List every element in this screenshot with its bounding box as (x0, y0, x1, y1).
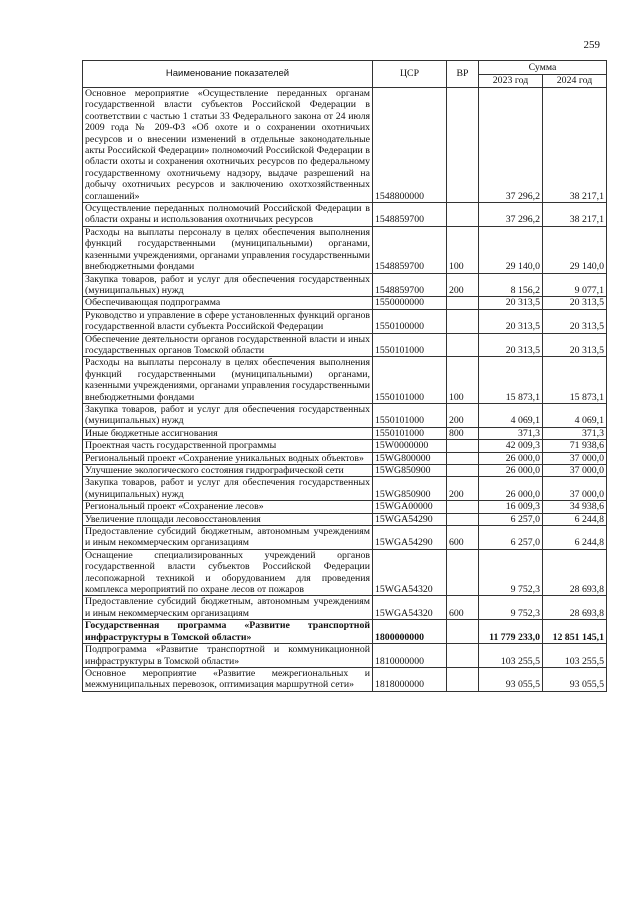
row-csr-cell: 1800000000 (373, 620, 447, 644)
row-vr-cell (447, 452, 479, 464)
table-row (83, 501, 607, 513)
row-name-cell: Осуществление переданных полномочий Российской Федерации в области охраны и использования охотничьих ресурсов (83, 203, 373, 227)
row-sum-2024-cell: 4 069,1 (543, 403, 607, 427)
row-name-cell: Иные бюджетные ассигнования (83, 427, 373, 439)
table-body (83, 88, 607, 692)
row-vr-cell (447, 88, 479, 203)
row-csr-cell: 1550101000 (373, 357, 447, 404)
row-csr-cell: 1548859700 (373, 273, 447, 297)
row-sum-2023-cell: 8 156,2 (479, 273, 543, 297)
table-row (83, 88, 607, 203)
table-header (83, 61, 607, 88)
row-sum-2024-cell: 34 938,6 (543, 501, 607, 513)
row-vr-cell: 100 (447, 226, 479, 273)
header-vr: ВР (447, 61, 479, 88)
budget-table (82, 60, 607, 692)
row-vr-cell: 600 (447, 526, 479, 550)
row-sum-2023-cell: 6 257,0 (479, 526, 543, 550)
table-row (83, 273, 607, 297)
table-row (83, 620, 607, 644)
table-row (83, 549, 607, 596)
row-sum-2024-cell: 15 873,1 (543, 357, 607, 404)
table-row (83, 596, 607, 620)
row-sum-2024-cell: 37 000,0 (543, 477, 607, 501)
row-vr-cell (447, 513, 479, 525)
row-sum-2024-cell: 6 244,8 (543, 513, 607, 525)
row-vr-cell: 200 (447, 403, 479, 427)
row-sum-2024-cell: 37 000,0 (543, 465, 607, 477)
row-sum-2023-cell: 26 000,0 (479, 465, 543, 477)
row-sum-2023-cell: 37 296,2 (479, 88, 543, 203)
row-vr-cell (447, 644, 479, 668)
row-sum-2023-cell: 20 313,5 (479, 333, 543, 357)
row-vr-cell (447, 549, 479, 596)
row-vr-cell (447, 620, 479, 644)
table-row (83, 440, 607, 452)
row-vr-cell (447, 501, 479, 513)
row-sum-2023-cell: 6 257,0 (479, 513, 543, 525)
row-sum-2023-cell: 29 140,0 (479, 226, 543, 273)
row-csr-cell: 15WGA54320 (373, 549, 447, 596)
row-vr-cell (447, 297, 479, 309)
row-vr-cell: 200 (447, 273, 479, 297)
row-csr-cell: 1548800000 (373, 88, 447, 203)
row-name-cell: Предоставление субсидий бюджетным, автономным учреждениям и иным некоммерческим организациям (83, 596, 373, 620)
row-vr-cell: 800 (447, 427, 479, 439)
table-row (83, 403, 607, 427)
row-name-cell: Улучшение экологического состояния гидрографической сети (83, 465, 373, 477)
row-name-cell: Расходы на выплаты персоналу в целях обеспечения выполнения функций государственными (муниципальными) органами, казенными учреждениями, органами управления государственными внебюджетными фондами (83, 357, 373, 404)
table-row (83, 452, 607, 464)
row-csr-cell: 15WG850900 (373, 465, 447, 477)
row-sum-2024-cell: 93 055,5 (543, 667, 607, 691)
row-sum-2024-cell: 38 217,1 (543, 88, 607, 203)
table-row (83, 513, 607, 525)
table-row (83, 644, 607, 668)
row-sum-2023-cell: 26 000,0 (479, 477, 543, 501)
row-csr-cell: 1548859700 (373, 226, 447, 273)
row-sum-2024-cell: 37 000,0 (543, 452, 607, 464)
row-sum-2024-cell: 28 693,8 (543, 596, 607, 620)
row-name-cell: Расходы на выплаты персоналу в целях обеспечения выполнения функций государственными (муниципальными) органами, казенными учреждениями, органами управления государственными внебюджетными фондами (83, 226, 373, 273)
table-row (83, 357, 607, 404)
row-sum-2023-cell: 37 296,2 (479, 203, 543, 227)
header-csr: ЦСР (373, 61, 447, 88)
row-sum-2023-cell: 103 255,5 (479, 644, 543, 668)
row-vr-cell (447, 667, 479, 691)
row-vr-cell (447, 440, 479, 452)
row-name-cell: Государственная программа «Развитие транспортной инфраструктуры в Томской области» (83, 620, 373, 644)
row-csr-cell: 15WG850900 (373, 477, 447, 501)
row-csr-cell: 15WGA54290 (373, 513, 447, 525)
row-csr-cell: 15WGA54290 (373, 526, 447, 550)
table-row (83, 297, 607, 309)
row-vr-cell (447, 333, 479, 357)
row-csr-cell: 1548859700 (373, 203, 447, 227)
row-name-cell: Закупка товаров, работ и услуг для обеспечения государственных (муниципальных) нужд (83, 273, 373, 297)
row-sum-2024-cell: 28 693,8 (543, 549, 607, 596)
row-sum-2024-cell: 29 140,0 (543, 226, 607, 273)
table-row (83, 333, 607, 357)
row-csr-cell: 1550100000 (373, 309, 447, 333)
row-csr-cell: 15W0000000 (373, 440, 447, 452)
table-row (83, 203, 607, 227)
row-sum-2024-cell: 371,3 (543, 427, 607, 439)
row-sum-2023-cell: 9 752,3 (479, 596, 543, 620)
header-sum: Сумма (479, 61, 607, 75)
row-sum-2023-cell: 9 752,3 (479, 549, 543, 596)
header-year-2024: 2024 год (543, 74, 607, 88)
row-name-cell: Подпрограмма «Развитие транспортной и коммуникационной инфраструктуры в Томской области» (83, 644, 373, 668)
row-sum-2024-cell: 38 217,1 (543, 203, 607, 227)
row-sum-2024-cell: 103 255,5 (543, 644, 607, 668)
row-sum-2024-cell: 20 313,5 (543, 297, 607, 309)
row-sum-2023-cell: 16 009,3 (479, 501, 543, 513)
row-sum-2024-cell: 20 313,5 (543, 333, 607, 357)
row-sum-2023-cell: 20 313,5 (479, 297, 543, 309)
row-csr-cell: 15WGA00000 (373, 501, 447, 513)
table-row (83, 427, 607, 439)
row-csr-cell: 1550000000 (373, 297, 447, 309)
row-vr-cell (447, 309, 479, 333)
row-name-cell: Обеспечивающая подпрограмма (83, 297, 373, 309)
row-vr-cell (447, 203, 479, 227)
row-csr-cell: 1550101000 (373, 333, 447, 357)
row-sum-2024-cell: 20 313,5 (543, 309, 607, 333)
row-csr-cell: 1550101000 (373, 427, 447, 439)
row-sum-2023-cell: 20 313,5 (479, 309, 543, 333)
row-sum-2023-cell: 26 000,0 (479, 452, 543, 464)
row-sum-2023-cell: 15 873,1 (479, 357, 543, 404)
row-sum-2023-cell: 4 069,1 (479, 403, 543, 427)
table-row (83, 465, 607, 477)
row-name-cell: Оснащение специализированных учреждений органов государственной власти субъектов Российской Федерации лесопожарной техникой и оборудованием для проведения комплекса мероприятий по охране лесов от пожаров (83, 549, 373, 596)
row-sum-2024-cell: 9 077,1 (543, 273, 607, 297)
row-name-cell: Закупка товаров, работ и услуг для обеспечения государственных (муниципальных) нужд (83, 477, 373, 501)
row-sum-2023-cell: 371,3 (479, 427, 543, 439)
table-row (83, 667, 607, 691)
row-csr-cell: 1818000000 (373, 667, 447, 691)
header-name: Наименование показателей (83, 61, 373, 88)
row-name-cell: Основное мероприятие «Осуществление переданных органам государственной власти субъектов Российской Федерации в соответствии с частью 1 статьи 33 Федерального закона от 24 июля 2009 года № 209-ФЗ «Об охоте и о сохранении охотничьих ресурсов и о внесении изменений в отдельные законодательные акты Российской Федерации» полномочий Российской Федерации в области охоты и сохранения охотничьих ресурсов по федеральному государственному охотничьему надзору, выдаче разрешений на добычу охотничьих ресурсов и заключению охотхозяйственных соглашений» (83, 88, 373, 203)
table-row (83, 477, 607, 501)
row-name-cell: Руководство и управление в сфере установленных функций органов государственной власти субъекта Российской Федерации (83, 309, 373, 333)
row-vr-cell: 600 (447, 596, 479, 620)
row-sum-2023-cell: 93 055,5 (479, 667, 543, 691)
row-name-cell: Проектная часть государственной программы (83, 440, 373, 452)
row-name-cell: Региональный проект «Сохранение уникальных водных объектов» (83, 452, 373, 464)
row-name-cell: Основное мероприятие «Развитие межрегиональных и межмуниципальных перевозок, оптимизация маршрутной сети» (83, 667, 373, 691)
page-number: 259 (583, 39, 600, 51)
row-vr-cell: 100 (447, 357, 479, 404)
row-name-cell: Предоставление субсидий бюджетным, автономным учреждениям и иным некоммерческим организациям (83, 526, 373, 550)
table-row (83, 309, 607, 333)
row-sum-2024-cell: 71 938,6 (543, 440, 607, 452)
row-csr-cell: 15WGA54320 (373, 596, 447, 620)
row-vr-cell: 200 (447, 477, 479, 501)
header-year-2023: 2023 год (479, 74, 543, 88)
row-name-cell: Обеспечение деятельности органов государственной власти и иных государственных органов Томской области (83, 333, 373, 357)
row-sum-2024-cell: 12 851 145,1 (543, 620, 607, 644)
table-row (83, 526, 607, 550)
row-name-cell: Региональный проект «Сохранение лесов» (83, 501, 373, 513)
row-csr-cell: 1810000000 (373, 644, 447, 668)
row-sum-2024-cell: 6 244,8 (543, 526, 607, 550)
row-vr-cell (447, 465, 479, 477)
row-name-cell: Увеличение площади лесовосстановления (83, 513, 373, 525)
row-csr-cell: 1550101000 (373, 403, 447, 427)
row-sum-2023-cell: 11 779 233,0 (479, 620, 543, 644)
row-sum-2023-cell: 42 009,3 (479, 440, 543, 452)
table-row (83, 226, 607, 273)
row-name-cell: Закупка товаров, работ и услуг для обеспечения государственных (муниципальных) нужд (83, 403, 373, 427)
row-csr-cell: 15WG800000 (373, 452, 447, 464)
